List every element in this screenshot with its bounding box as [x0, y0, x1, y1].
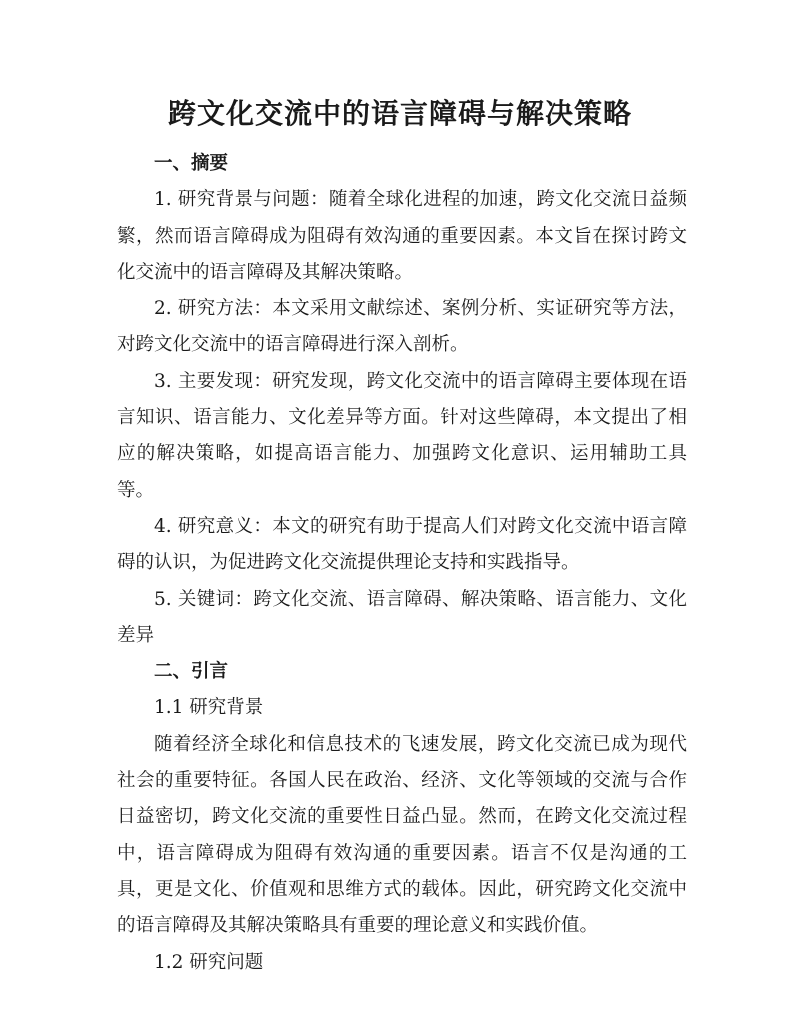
document-body [117, 146, 687, 981]
section-heading-abstract: 一、摘要 [154, 153, 229, 174]
abstract-item-background: 1. 研究背景与问题：随着全球化进程的加速，跨文化交流日益频繁，然而语言障碍成为阻碍有效沟通的重要因素。本文旨在探讨跨文化交流中的语言障碍及其解决策略。 [117, 189, 687, 283]
subsection-heading-questions: 1.2 研究问题 [154, 951, 264, 973]
abstract-item-methods: 2. 研究方法：本文采用文献综述、案例分析、实证研究等方法，对跨文化交流中的语言障碍进行深入剖析。 [117, 298, 687, 356]
paragraph-background: 随着经济全球化和信息技术的飞速发展，跨文化交流已成为现代社会的重要特征。各国人民在政治、经济、文化等领域的交流与合作日益密切，跨文化交流的重要性日益凸显。然而，在跨文化交流过程中，语言障碍成为阻碍有效沟通的重要因素。语言不仅是沟通的工具，更是文化、价值观和思维方式的载体。因此，研究跨文化交流中的语言障碍及其解决策略具有重要的理论意义和实践价值。 [117, 733, 687, 937]
subsection-heading-background: 1.1 研究背景 [154, 697, 264, 719]
abstract-item-significance: 4. 研究意义：本文的研究有助于提高人们对跨文化交流中语言障碍的认识，为促进跨文化交流提供理论支持和实践指导。 [117, 515, 687, 574]
abstract-item-findings: 3. 主要发现：研究发现，跨文化交流中的语言障碍主要体现在语言知识、语言能力、文化差异等方面。针对这些障碍，本文提出了相应的解决策略，如提高语言能力、加强跨文化意识、运用辅助工具等。 [117, 370, 687, 501]
abstract-item-keywords: 5. 关键词：跨文化交流、语言障碍、解决策略、语言能力、文化差异 [117, 588, 687, 646]
section-heading-introduction: 二、引言 [154, 661, 229, 683]
document-title: 跨文化交流中的语言障碍与解决策略 [167, 97, 632, 130]
